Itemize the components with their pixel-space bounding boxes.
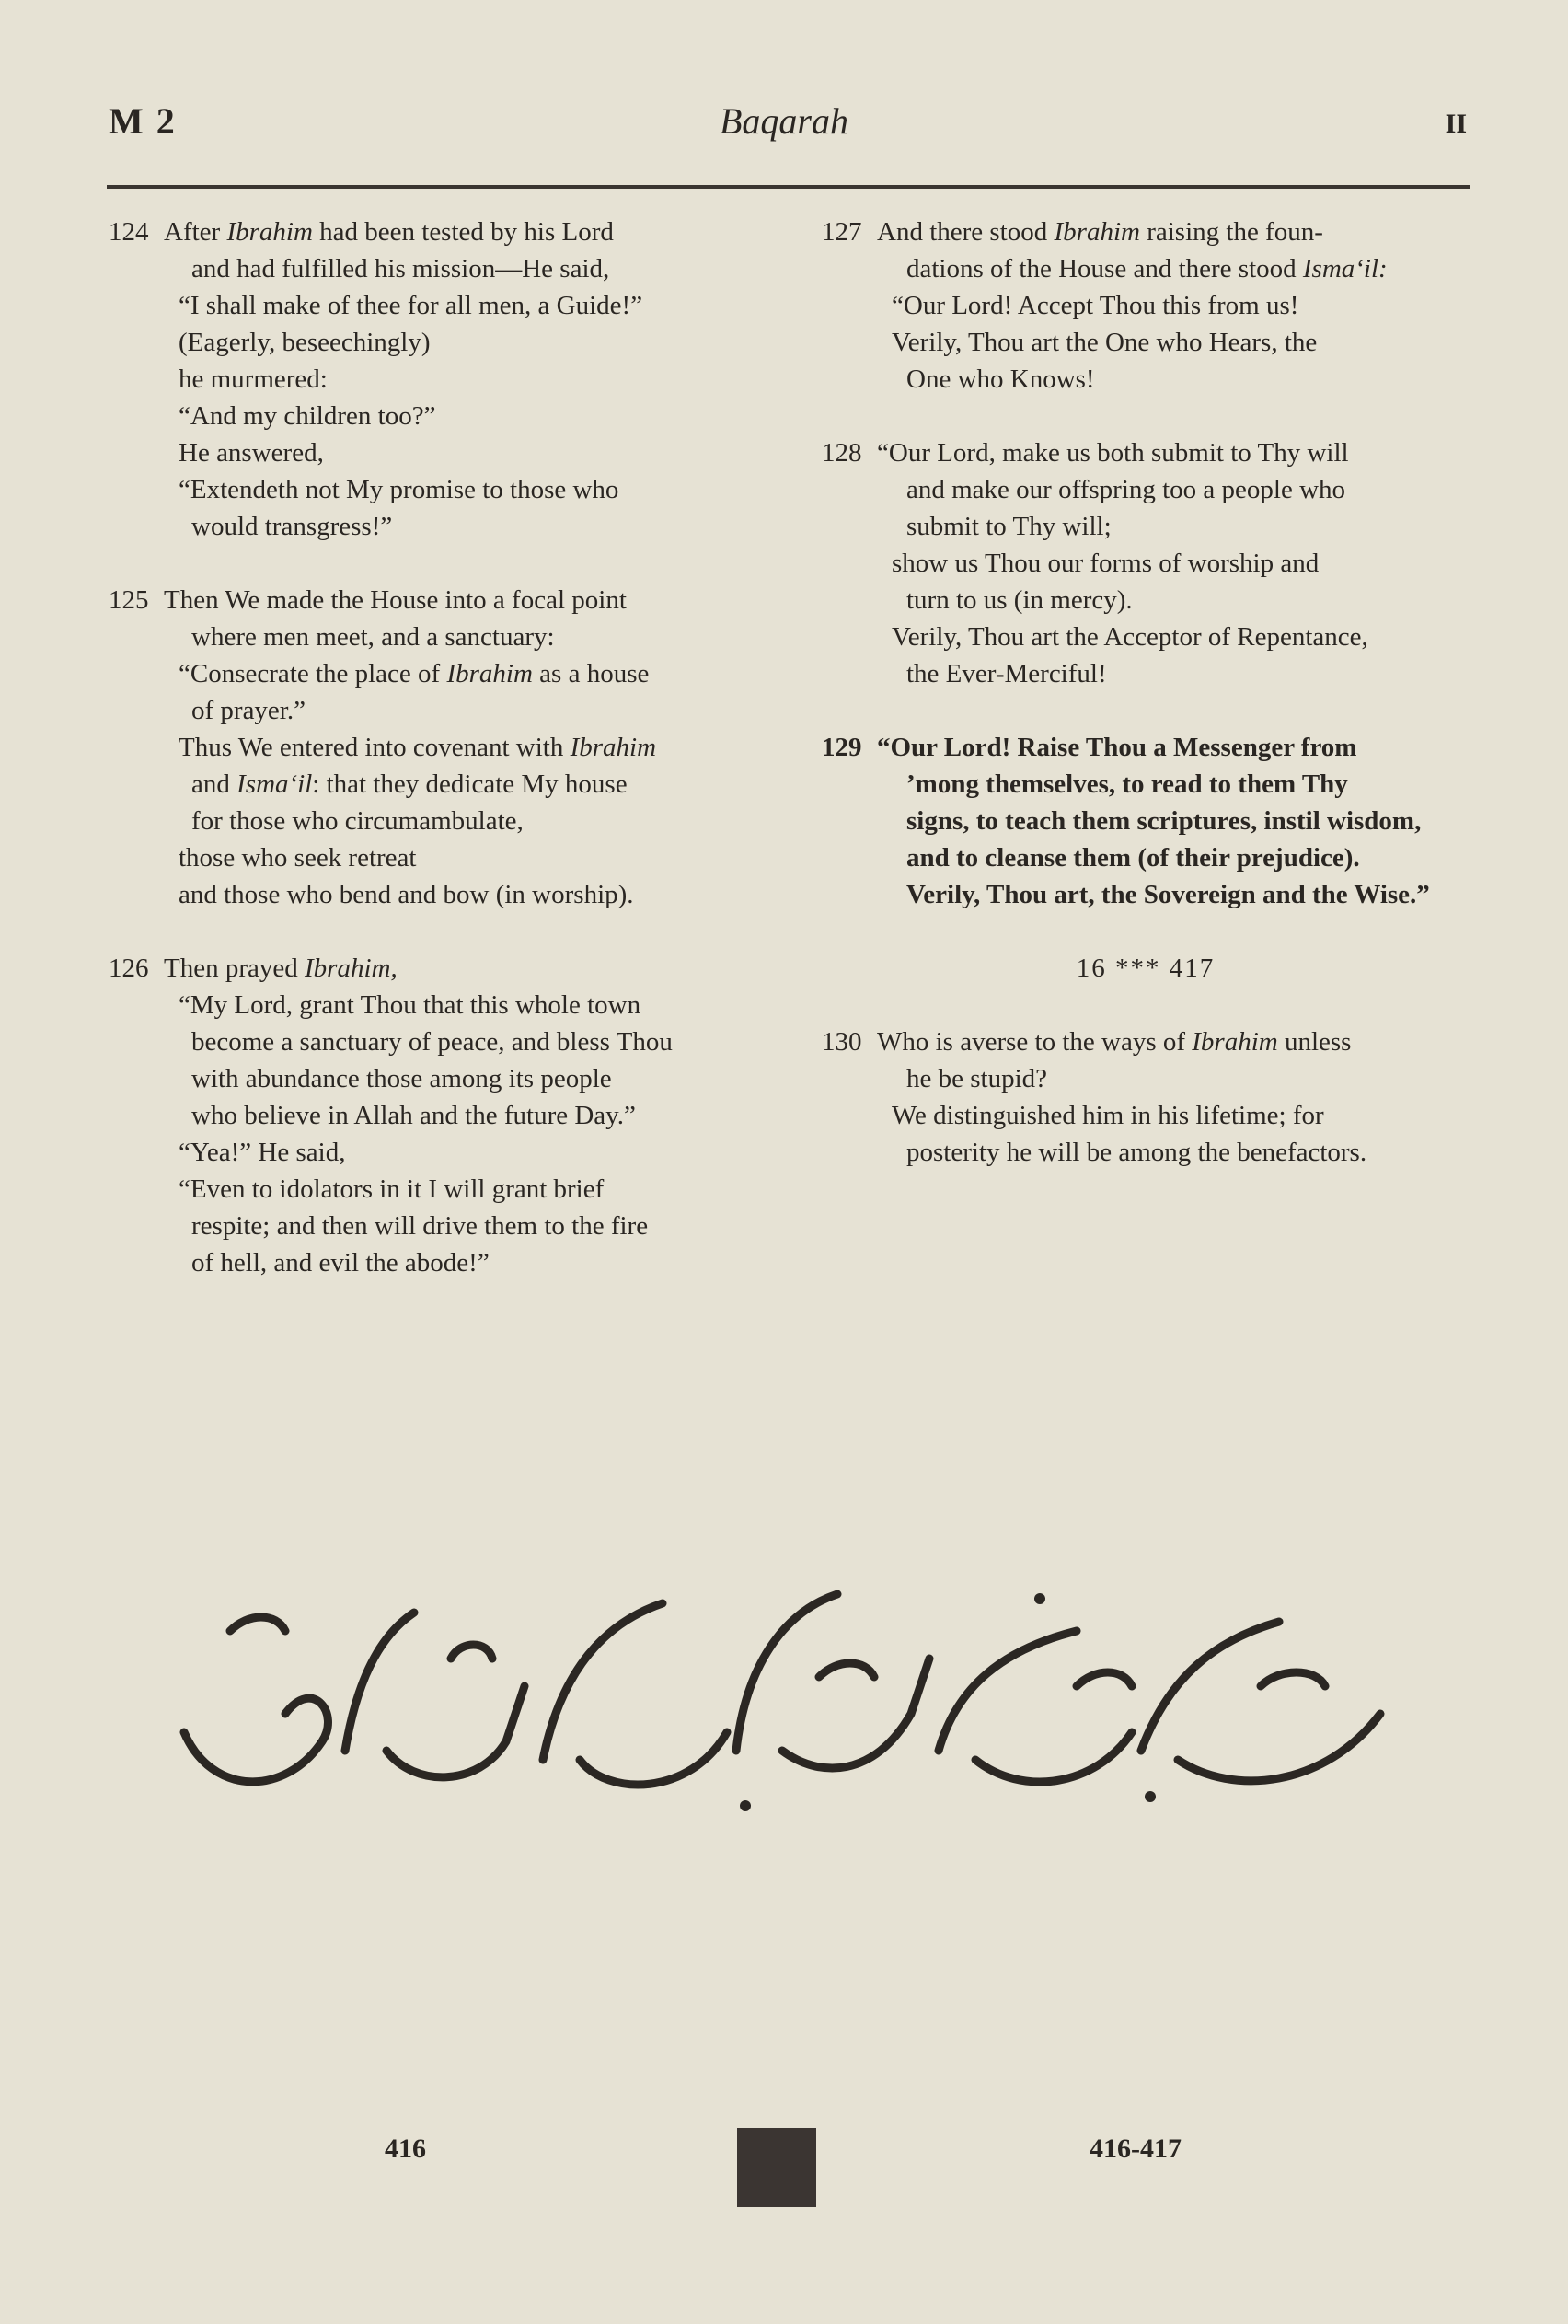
verse-text: ’mong themselves, to read to them Thy [906, 769, 1348, 799]
verse-number: 127 [822, 217, 862, 247]
italic-name: Isma‘il [236, 769, 313, 799]
verse-125 [109, 582, 745, 913]
verse-text: “Yea!” He said, [179, 1138, 346, 1167]
verse-129 [822, 729, 1470, 913]
verse-number: 130 [822, 1027, 862, 1057]
verse-text: of hell, and evil the abode!” [191, 1248, 490, 1278]
verse-number: 124 [109, 217, 149, 247]
verse-text: those who seek retreat [179, 843, 417, 873]
verse-line [822, 729, 1470, 766]
verse-line [109, 398, 745, 434]
verse-line [822, 361, 1470, 398]
verse-text: signs, to teach them scriptures, instil wisdom, [906, 806, 1422, 836]
verse-line [109, 619, 745, 655]
verse-line [109, 803, 745, 839]
verse-line [109, 876, 745, 913]
verse-text: who believe in Allah and the future Day.” [191, 1101, 636, 1130]
ruku-marker: 16 *** 417 [1076, 954, 1216, 983]
verse-text: One who Knows! [906, 364, 1095, 394]
verse-text: After [164, 217, 227, 247]
verse-line [109, 1244, 745, 1281]
verse-line [109, 987, 745, 1023]
verse-number: 126 [109, 954, 149, 983]
verse-text: “Our Lord! Raise Thou a Messenger from [877, 733, 1357, 762]
italic-name: Ibrahim [570, 733, 657, 762]
verse-text: Then We made the House into a focal point [164, 585, 627, 615]
verse-126 [109, 950, 745, 1281]
verse-line [109, 1208, 745, 1244]
left-column [109, 214, 745, 1318]
verse-line [822, 1134, 1470, 1171]
verse-128 [822, 434, 1470, 692]
right-column [822, 214, 1470, 1208]
verse-line [822, 471, 1470, 508]
verse-text: and those who bend and bow (in worship). [179, 880, 634, 909]
verse-text: he murmered: [179, 364, 328, 394]
verse-text: “Even to idolators in it I will grant brief [179, 1174, 605, 1204]
juz-marker: II [1445, 109, 1467, 139]
verse-text: He answered, [179, 438, 324, 468]
verse-text: with abundance those among its people [191, 1064, 612, 1093]
verse-line [109, 361, 745, 398]
verse-line [822, 287, 1470, 324]
verse-line [109, 655, 745, 692]
verse-text: “Our Lord, make us both submit to Thy will [877, 438, 1349, 468]
verse-line [822, 1097, 1470, 1134]
verse-text: “Consecrate the place of [179, 659, 447, 688]
verse-text: show us Thou our forms of worship and [892, 549, 1320, 578]
verse-text: “I shall make of thee for all men, a Guide!” [179, 291, 643, 320]
verse-line [109, 1171, 745, 1208]
verse-text: Verily, Thou art, the Sovereign and the Wise.” [906, 880, 1430, 909]
verse-line [822, 545, 1470, 582]
header-rule [107, 185, 1470, 189]
verse-text: and make our offspring too a people who [906, 475, 1346, 504]
arabic-calligraphy [175, 1576, 1399, 1824]
verse-line [109, 1097, 745, 1134]
surah-title: Baqarah [720, 100, 848, 142]
verse-line [109, 434, 745, 471]
verse-text: for those who circumambulate, [191, 806, 524, 836]
verse-130 [822, 1023, 1470, 1171]
manzil-marker: M 2 [109, 100, 177, 142]
verse-line [822, 434, 1470, 471]
italic-name: Ibrahim, [305, 954, 398, 983]
verse-text: Who is averse to the ways of [877, 1027, 1193, 1057]
verse-line [109, 766, 745, 803]
verse-line [822, 250, 1470, 287]
verse-line [109, 1134, 745, 1171]
verse-text: he be stupid? [906, 1064, 1048, 1093]
verse-line [822, 803, 1470, 839]
verse-line [109, 471, 745, 508]
italic-name: Isma‘il: [1302, 254, 1388, 283]
verse-line [109, 508, 745, 545]
verse-text: Then prayed [164, 954, 305, 983]
verse-text: as a house [532, 659, 650, 688]
verse-text: “My Lord, grant Thou that this whole town [179, 990, 641, 1020]
verse-line [822, 876, 1470, 913]
verse-line [822, 582, 1470, 619]
verse-text: “And my children too?” [179, 401, 436, 431]
verse-text: become a sanctuary of peace, and bless Thou [191, 1027, 673, 1057]
verse-number: 129 [822, 733, 862, 762]
page-number-left: 416 [385, 2133, 426, 2164]
verse-line [822, 214, 1470, 250]
verse-text: turn to us (in mercy). [906, 585, 1133, 615]
verse-line [109, 839, 745, 876]
verse-text: would transgress!” [191, 512, 393, 541]
verse-line [822, 508, 1470, 545]
verse-line [109, 214, 745, 250]
verse-line [109, 287, 745, 324]
verse-text: “Our Lord! Accept Thou this from us! [892, 291, 1299, 320]
verse-text: and [191, 769, 237, 799]
verse-text: posterity he will be among the benefactors. [906, 1138, 1367, 1167]
calligraphy-strokes [184, 1594, 1380, 1785]
italic-name: Ibrahim [226, 217, 313, 247]
verse-text: where men meet, and a sanctuary: [191, 622, 555, 652]
verse-text: the Ever-Merciful! [906, 659, 1107, 688]
verse-text: We distinguished him in his lifetime; for [892, 1101, 1324, 1130]
italic-name: Ibrahim [1192, 1027, 1278, 1057]
italic-name: Ibrahim [446, 659, 533, 688]
verse-line [109, 1060, 745, 1097]
verse-127 [822, 214, 1470, 398]
verse-line [822, 839, 1470, 876]
verse-line [109, 950, 745, 987]
verse-text: and to cleanse them (of their prejudice). [906, 843, 1360, 873]
page-number-right: 416-417 [1090, 2133, 1182, 2164]
verse-line [822, 324, 1470, 361]
verse-line [109, 729, 745, 766]
verse-124 [109, 214, 745, 545]
verse-line [822, 655, 1470, 692]
verse-text: Verily, Thou art the One who Hears, the [892, 328, 1318, 357]
italic-name: Ibrahim [1054, 217, 1140, 247]
verse-text: and had fulfilled his mission—He said, [191, 254, 610, 283]
verse-text: submit to Thy will; [906, 512, 1112, 541]
verse-text: respite; and then will drive them to the fire [191, 1211, 649, 1241]
calligraphy-text: فسيكفيكهم الله وهو السميع العليم [774, 1819, 800, 1821]
verse-line [822, 619, 1470, 655]
verse-number: 125 [109, 585, 149, 615]
verse-text: Thus We entered into covenant with [179, 733, 571, 762]
verse-text: : that they dedicate My house [312, 769, 628, 799]
verse-text: dations of the House and there stood [906, 254, 1303, 283]
verse-text: Verily, Thou art the Acceptor of Repentance, [892, 622, 1368, 652]
verse-line [822, 1023, 1470, 1060]
verse-number: 128 [822, 438, 862, 468]
verse-line [109, 582, 745, 619]
verse-text: raising the foun- [1139, 217, 1323, 247]
verse-text: And there stood [877, 217, 1055, 247]
verse-line [822, 1060, 1470, 1097]
verse-text: unless [1277, 1027, 1352, 1057]
publisher-seal-icon [737, 2128, 816, 2207]
verse-text: (Eagerly, beseechingly) [179, 328, 431, 357]
verse-line [109, 692, 745, 729]
verse-line [109, 250, 745, 287]
calligraphy-diacritics [740, 1593, 1156, 1811]
verse-line [109, 1023, 745, 1060]
verse-line [822, 766, 1470, 803]
verse-text: “Extendeth not My promise to those who [179, 475, 619, 504]
verse-text: had been tested by his Lord [312, 217, 614, 247]
verse-text: of prayer.” [191, 696, 306, 725]
verse-line [109, 324, 745, 361]
